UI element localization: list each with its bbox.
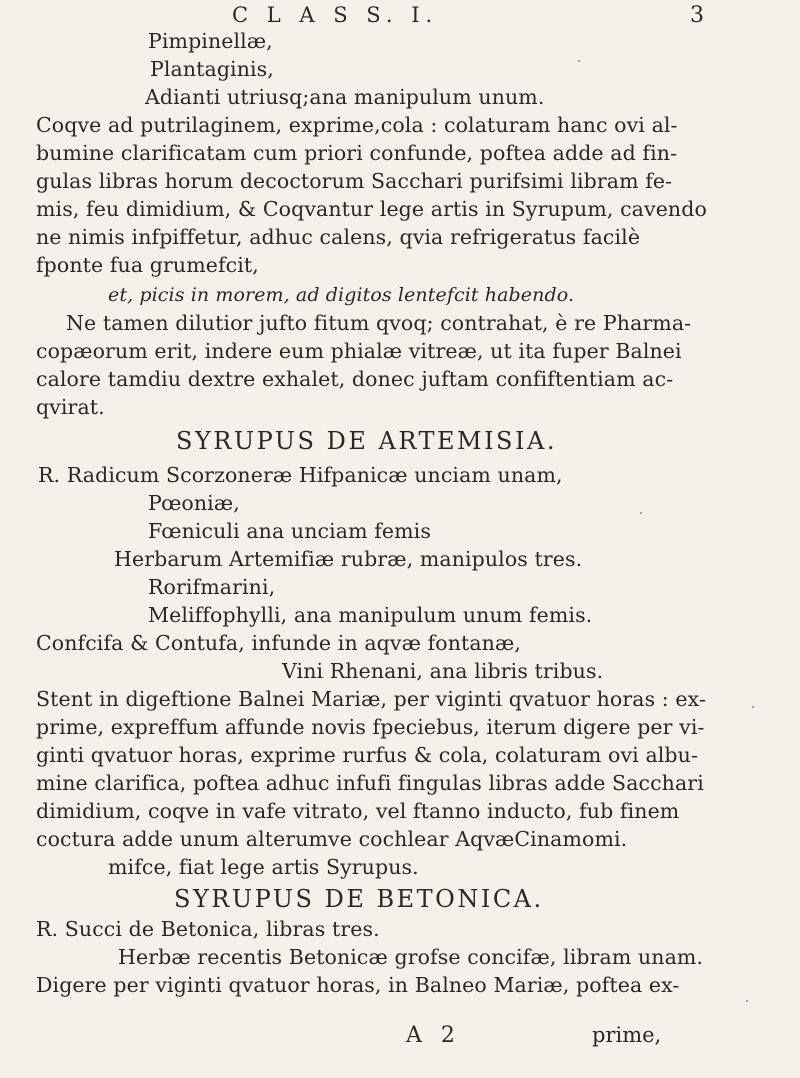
section-heading-artemisia: SYRUPUS DE ARTEMISIA.	[176, 427, 557, 455]
text-line-5: bumine clarificatam cum priori confunde, poftea adde ad fin-	[36, 141, 678, 165]
text-line-24: Stent in digeftione Balnei Mariæ, per viginti qvatuor horas : ex-	[36, 687, 706, 711]
text-line-11: Ne tamen dilutior jufto fitum qvoq; contrahat, è re Pharma-	[66, 311, 692, 335]
text-line-25: prime, expreffum affunde novis fpeciebus, iterum digere per vi-	[36, 715, 705, 739]
text-line-14: qvirat.	[36, 395, 105, 419]
text-line-13: calore tamdiu dextre exhalet, donec juftam confiftentiam ac-	[36, 367, 674, 391]
running-title: C L A S S. I.	[232, 3, 439, 27]
text-line-9: fponte fua grumefcit,	[36, 253, 259, 277]
text-line-3: Adianti utriusq;ana manipulum unum.	[145, 85, 545, 109]
text-line-34: Digere per viginti qvatuor horas, in Balneo Mariæ, poftea ex-	[36, 973, 680, 997]
text-line-22: Confcifa & Contufa, infunde in aqvæ fontanæ,	[36, 631, 521, 655]
text-line-32: R. Succi de Betonica, libras tres.	[36, 917, 380, 941]
text-line-26: ginti qvatuor horas, exprime rurfus & cola, colaturam ovi albu-	[36, 743, 698, 767]
text-line-27: mine clarifica, poftea adhuc infufi fingulas libras adde Sacchari	[36, 771, 704, 795]
paper-speck	[746, 1000, 748, 1002]
page-number: 3	[690, 3, 704, 28]
paper-speck	[578, 60, 580, 62]
signature-mark: A 2	[406, 1023, 461, 1048]
text-line-23: Vini Rhenani, ana libris tribus.	[282, 659, 604, 683]
section-heading-betonica: SYRUPUS DE BETONICA.	[174, 885, 544, 913]
text-line-19: Herbarum Artemifiæ rubræ, manipulos tres.	[114, 547, 583, 571]
text-line-4: Coqve ad putrilaginem, exprime,cola : colaturam hanc ovi al-	[36, 113, 678, 137]
text-line-16: R. Radicum Scorzoneræ Hifpanicæ unciam unam,	[38, 463, 563, 487]
text-line-12: copæorum erit, indere eum phialæ vitreæ, ut ita fuper Balnei	[36, 339, 682, 363]
text-line-8: ne nimis infpiffetur, adhuc calens, qvia refrigeratus facilè	[36, 225, 641, 249]
text-line-29: coctura adde unum alterumve cochlear AqvæCinamomi.	[36, 827, 628, 851]
text-line-10: et, picis in morem, ad digitos lentefcit habendo.	[108, 284, 575, 306]
paper-speck	[640, 512, 642, 514]
text-line-21: Meliffophylli, ana manipulum unum femis.	[148, 603, 593, 627]
text-line-30: mifce, fiat lege artis Syrupus.	[108, 855, 419, 879]
text-line-6: gulas libras horum decoctorum Sacchari purifsimi libram fe-	[36, 169, 673, 193]
catchword: prime,	[592, 1023, 662, 1047]
text-line-17: Pœoniæ,	[148, 491, 240, 515]
text-line-33: Herbæ recentis Betonicæ grofse concifæ, libram unam.	[118, 945, 704, 969]
text-line-18: Fœniculi ana unciam femis	[148, 519, 431, 543]
text-line-20: Rorifmarini,	[148, 575, 276, 599]
text-line-1: Pimpinellæ,	[148, 29, 273, 53]
text-line-28: dimidium, coqve in vafe vitrato, vel ftanno inducto, fub finem	[36, 799, 680, 823]
text-line-2: Plantaginis,	[150, 57, 274, 81]
paper-speck	[752, 706, 754, 708]
text-line-7: mis, feu dimidium, & Coqvantur lege artis in Syrupum, cavendo	[36, 197, 707, 221]
